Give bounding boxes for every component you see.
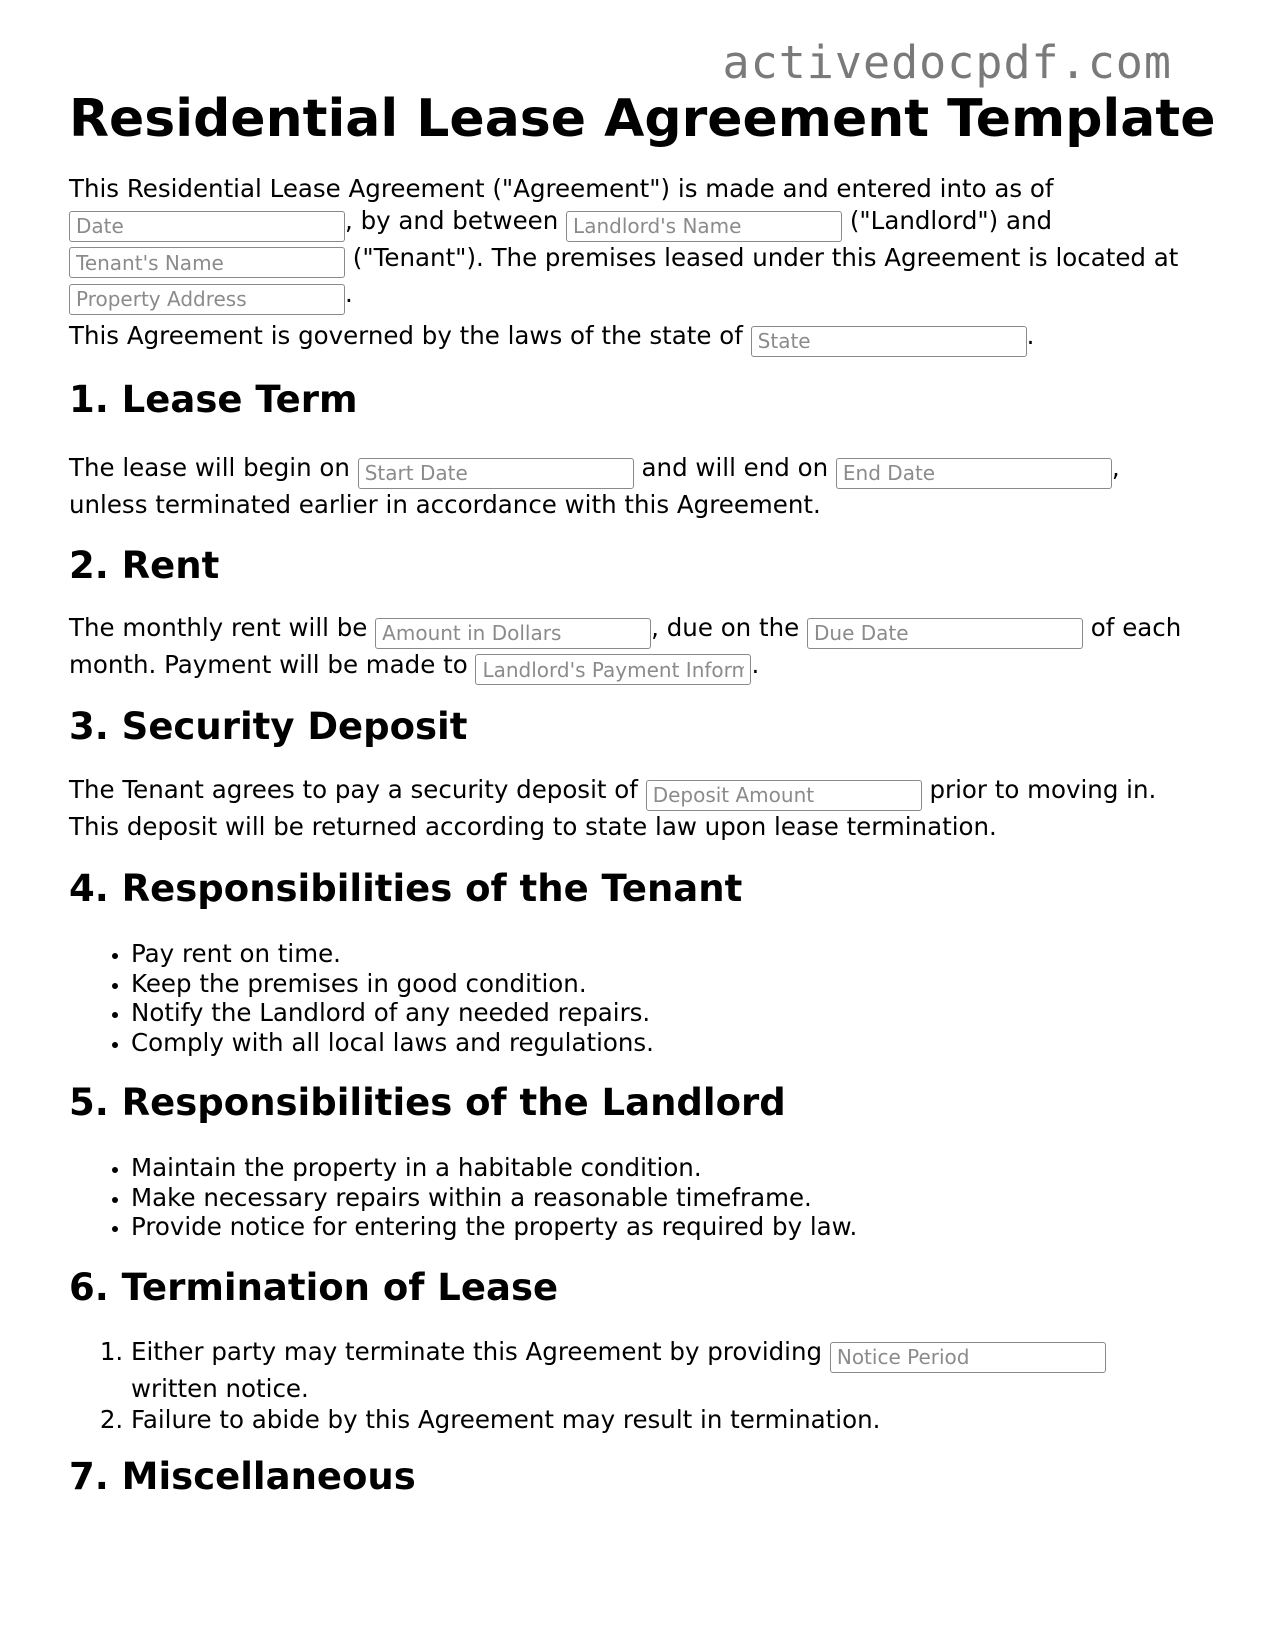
list-item: • Keep the premises in good condition.: [131, 969, 1199, 999]
date-input[interactable]: [69, 211, 345, 242]
lease-term-text-2: and will end on: [641, 453, 829, 482]
intro-text-4: ("Tenant"). The premises leased under this Agreement is located at: [352, 242, 1179, 272]
section-heading-lease-term: 1. Lease Term: [69, 378, 358, 421]
section-heading-termination: 6. Termination of Lease: [69, 1266, 559, 1309]
intro-text-1: This Residential Lease Agreement ("Agreement") is made and entered into as of: [69, 174, 1054, 203]
landlord-name-input[interactable]: [566, 211, 842, 242]
deposit-amount-input[interactable]: [646, 780, 922, 811]
end-date-input[interactable]: [836, 458, 1112, 489]
lease-term-paragraph: [69, 452, 1199, 521]
termination-list: [69, 1336, 1199, 1434]
watermark: activedocpdf.com: [722, 36, 1172, 89]
start-date-input[interactable]: [358, 458, 634, 489]
landlord-responsibilities: [69, 1153, 1199, 1242]
governing-text-1: This Agreement is governed by the laws of the state of: [69, 321, 743, 350]
due-date-input[interactable]: [807, 618, 1083, 649]
intro-text-3: ("Landlord") and: [849, 206, 1053, 235]
rent-amount-input[interactable]: [375, 618, 651, 649]
lease-term-text-3: ,: [1111, 453, 1120, 482]
list-item: 2. Failure to abide by this Agreement may result in termination.: [131, 1405, 1199, 1435]
tenant-name-input[interactable]: [69, 247, 345, 278]
rent-text-3: of each: [1090, 613, 1182, 642]
rent-text-2: , due on the: [651, 613, 800, 642]
list-item: • Notify the Landlord of any needed repairs.: [131, 998, 1199, 1028]
section-heading-miscellaneous: 7. Miscellaneous: [69, 1455, 416, 1498]
intro-paragraph: [69, 173, 1199, 315]
tenant-responsibilities-list: [69, 939, 1199, 1057]
landlord-responsibilities-list: [69, 1153, 1199, 1242]
lease-term-text-1: The lease will begin on: [69, 453, 350, 482]
list-item: • Provide notice for entering the property as required by law.: [131, 1212, 1199, 1242]
notice-period-input[interactable]: [830, 1342, 1106, 1373]
governing-text-2: .: [1026, 321, 1035, 350]
termination-item-1-text-2: written notice.: [131, 1373, 309, 1403]
intro-text-2: , by and between: [345, 206, 559, 235]
deposit-text-3: This deposit will be returned according to state law upon lease termination.: [69, 811, 997, 841]
lease-term-text-4: unless terminated earlier in accordance with this Agreement.: [69, 489, 821, 519]
termination-item-1-text-1: Either party may terminate this Agreement by providing: [131, 1337, 823, 1366]
section-heading-rent: 2. Rent: [69, 544, 220, 587]
rent-text-5: .: [751, 649, 760, 679]
list-item: • Make necessary repairs within a reasonable timeframe.: [131, 1183, 1199, 1213]
termination-section: [69, 1336, 1199, 1434]
intro-text-5: .: [345, 279, 353, 308]
deposit-paragraph: [69, 774, 1199, 843]
governing-law-paragraph: [69, 320, 1199, 357]
list-item: • Maintain the property in a habitable condition.: [131, 1153, 1199, 1183]
deposit-text-2: prior to moving in.: [929, 775, 1157, 804]
rent-paragraph: [69, 612, 1199, 685]
list-item: • Comply with all local laws and regulations.: [131, 1028, 1199, 1058]
page-title: Residential Lease Agreement Template: [69, 89, 1216, 149]
list-item: [131, 1336, 1199, 1405]
list-item: • Pay rent on time.: [131, 939, 1199, 969]
deposit-text-1: The Tenant agrees to pay a security deposit of: [69, 775, 638, 804]
payment-info-input[interactable]: [475, 654, 751, 685]
rent-text-1: The monthly rent will be: [69, 613, 368, 642]
property-address-input[interactable]: [69, 284, 345, 315]
tenant-responsibilities: [69, 939, 1199, 1057]
section-heading-tenant-responsibilities: 4. Responsibilities of the Tenant: [69, 867, 743, 910]
rent-text-4: month. Payment will be made to: [69, 649, 468, 679]
section-heading-security-deposit: 3. Security Deposit: [69, 705, 468, 748]
section-heading-landlord-responsibilities: 5. Responsibilities of the Landlord: [69, 1081, 786, 1124]
state-input[interactable]: [751, 326, 1027, 357]
